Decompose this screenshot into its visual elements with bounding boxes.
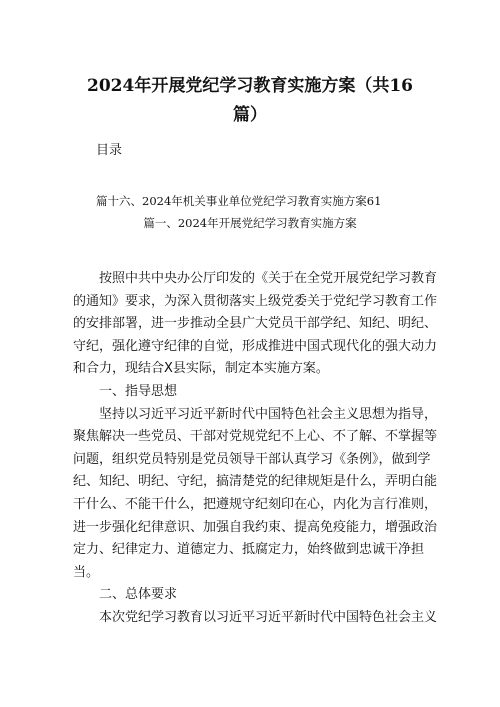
body-line: 进一步强化纪律意识、加强自我约束、提高免疫能力，增强政治 bbox=[73, 519, 438, 535]
body-line: 的通知》要求，为深入贯彻落实上级党委关于党纪学习教育工作 bbox=[73, 293, 438, 309]
body-line: 问题，组织党员特别是党员领导干部认真学习《条例》，做到学 bbox=[73, 451, 431, 467]
body-line: 当。 bbox=[73, 564, 100, 580]
body-line: 守纪，强化遵守纪律的自觉，形成推进中国式现代化的强大动力 bbox=[73, 338, 438, 354]
toc-entry: 篇十六、2024年机关事业单位党纪学习教育实施方案61 bbox=[96, 194, 382, 208]
toc-heading: 目录 bbox=[96, 143, 123, 158]
document-title-line-1: 2024年开展党纪学习教育实施方案（共16 bbox=[87, 76, 413, 96]
body-line: 和合力，现结合X县实际，制定本实施方案。 bbox=[73, 361, 329, 377]
body-line: 按照中共中央办公厅印发的《关于在全党开展党纪学习教育 bbox=[99, 271, 438, 286]
body-line: 干什么、不能干什么，把遵规守纪刻印在心，内化为言行准则， bbox=[73, 496, 438, 512]
section-heading-guiding-ideology: 一、指导思想 bbox=[99, 383, 178, 399]
body-line: 坚持以习近平习近平新时代中国特色社会主义思想为指导， bbox=[99, 406, 438, 422]
body-line: 本次党纪学习教育以习近平习近平新时代中国特色社会主义 bbox=[99, 609, 438, 625]
body-line: 聚焦解决一些党员、干部对党规党纪不上心、不了解、不掌握等 bbox=[73, 429, 438, 445]
document-title-line-2: 篇） bbox=[233, 105, 267, 125]
section-title: 篇一、2024年开展党纪学习教育实施方案 bbox=[143, 216, 357, 230]
body-text bbox=[73, 268, 438, 630]
body-line: 的安排部署，进一步推动全县广大党员干部学纪、知纪、明纪、 bbox=[73, 316, 438, 332]
section-heading-general-requirements: 二、总体要求 bbox=[99, 587, 178, 603]
document-title bbox=[70, 72, 430, 130]
body-line: 定力、纪律定力、道德定力、抵腐定力，始终做到忠诚干净担 bbox=[73, 542, 425, 558]
body-line: 纪、知纪、明纪、守纪，搞清楚党的纪律规矩是什么，弄明白能 bbox=[73, 474, 438, 490]
